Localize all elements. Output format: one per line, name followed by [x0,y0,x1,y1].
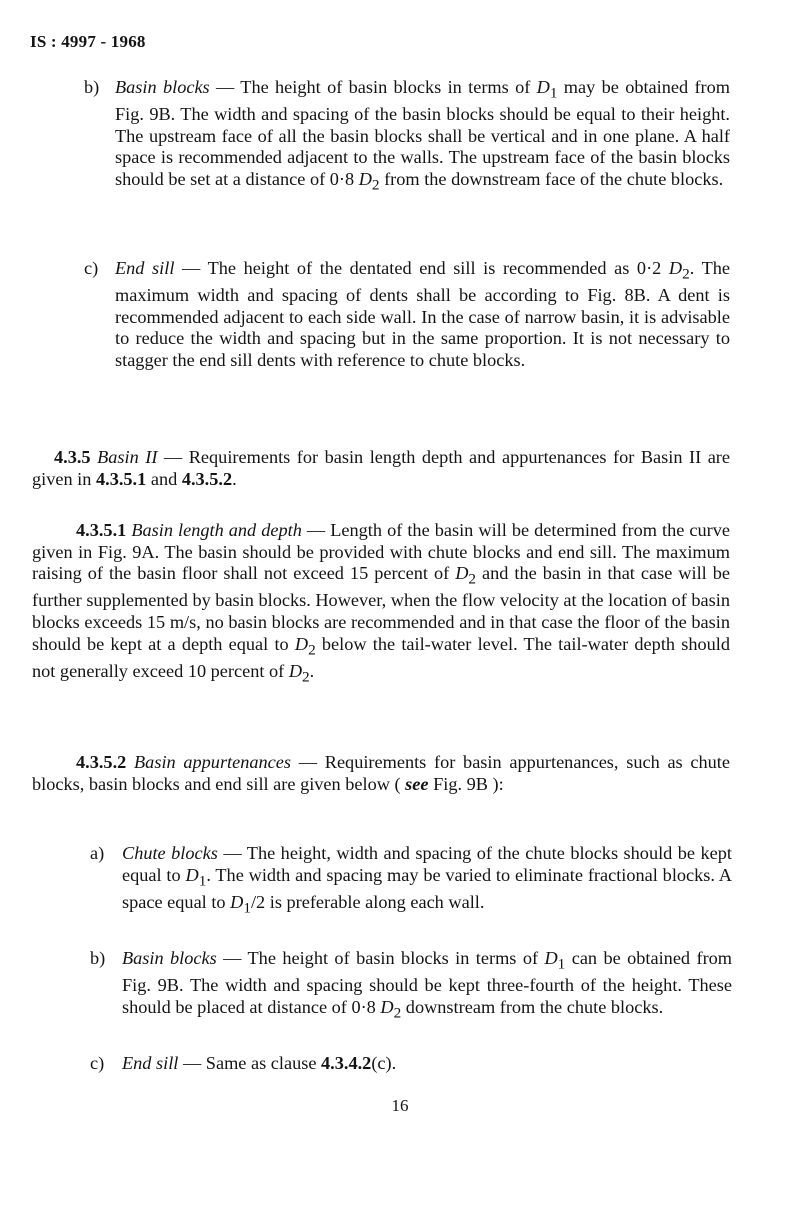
subscript: 1 [557,955,566,973]
symbol: D [288,660,303,681]
text: can be obtained from Fig. 9B. The width and spacing should be kept three-fourth of the height. These should be placed at distance of 0·8 [122,948,733,1017]
symbol: D [358,169,372,190]
dash: — [216,948,248,968]
text: and [146,468,182,489]
dash: — [217,843,247,863]
clause-4-3-5-1 [32,520,730,688]
term: Basin blocks [122,948,217,968]
text: and the basin in that case will be further supplemented by basin blocks. However, when the flow velocity at the location of basin blocks exceeds 15 m/s, no basin blocks are recommended and in that case the floor of the basin should be kept at a depth equal to [32,563,730,654]
symbol: D [536,77,550,97]
term: End sill [115,258,175,278]
clause-title: Basin appurtenances [134,752,292,772]
text: Fig. 9B ): [428,773,504,794]
clause-title: Basin length and depth [131,520,302,540]
list-label: c) [84,258,99,278]
subscript: 2 [682,265,690,283]
dash: — [209,77,241,97]
list-body [122,843,732,919]
text: may be obtained from Fig. 9B. The width and spacing of the basin blocks should be equal to their height. The upstream face of all the basin blocks shall be vertical and in one plane. A half space is recommended adjacent to the walls. The upstream face of the basin blocks should be set at a distance of 0·8 [115,77,731,190]
symbol: D [380,996,394,1017]
symbol: D [294,633,309,654]
symbol: D [668,258,683,278]
list-label: c) [90,1053,105,1073]
symbol: D [544,948,558,968]
list-label: b) [90,948,106,968]
clause-ref: 4.3.5.2 [181,468,233,489]
dash: — [157,447,189,467]
term: End sill [122,1053,179,1073]
term: Basin blocks [115,77,210,97]
clause-number: 4.3.5.1 [76,520,127,540]
text: The height of the dentated end sill is recommended as 0·2 [207,258,669,278]
list-body [122,948,732,1024]
subscript: 1 [549,84,558,102]
clause-4-3-5 [32,447,730,490]
symbol: D [185,864,199,885]
text: Length of the basin will be determined from the curve given in Fig. 9A. The basin should be provided with chute blocks and end sill. The maximum raising of the basin floor shall not exceed 15 percent of [32,520,731,584]
list-body [122,1053,732,1075]
text: . [232,468,237,489]
subscript: 1 [198,872,207,890]
list-body [115,77,730,196]
dash: — [174,258,208,278]
text: . The maximum width and spacing of dents shall be according to Fig. 8B. A dent is recommended adjacent to each side wall. In the case of narrow basin, it is advisable to reduce the width and spacing but in the same proportion. It is not necessary to stagger the end sill dents with reference to chute blocks. [115,258,730,371]
list-label: a) [90,843,105,863]
text: The height, width and spacing of the chute blocks should be kept equal to [122,843,732,885]
term: Chute blocks [122,843,218,863]
page-number: 16 [391,1096,409,1115]
list-body [115,258,730,372]
subscript: 1 [243,899,251,917]
clause-title: Basin II [97,447,158,467]
subscript: 2 [308,641,316,659]
clause-ref: 4.3.5.1 [95,468,147,489]
text: The height of basin blocks in terms of [240,77,537,97]
text: Same as clause [205,1053,322,1073]
text: Requirements for basin appurtenances, such as chute blocks, basin blocks and end sill are given below ( [32,752,730,794]
dash: — [291,752,325,772]
text: /2 is preferable along each wall. [250,891,485,912]
text: . [309,660,315,681]
text: The height of basin blocks in terms of [247,948,545,968]
text: downstream from the chute blocks. [401,996,664,1017]
text: (c). [371,1053,397,1073]
subscript: 2 [468,570,477,588]
clause-number: 4.3.5 [54,447,91,467]
text: . The width and spacing may be varied to eliminate fractional blocks. A space equal to [122,864,733,912]
see-word: see [405,773,429,794]
subscript: 2 [393,1004,402,1022]
subscript: 2 [302,668,310,686]
symbol: D [455,563,469,584]
standard-code-header: IS : 4997 - 1968 [30,32,146,51]
list-label: b) [84,77,100,97]
clause-ref: 4.3.4.2 [321,1053,372,1073]
text: from the downstream face of the chute blocks. [379,169,724,190]
text: Requirements for basin length depth and appurtenances for Basin II are given in [32,447,731,489]
clause-number: 4.3.5.2 [76,752,127,772]
clause-4-3-5-2 [32,752,730,795]
symbol: D [230,891,244,912]
text: below the tail-water level. The tail-water depth should not generally exceed 10 percent of [32,633,730,681]
subscript: 2 [371,176,380,194]
dash: — [301,520,331,540]
dash: — [178,1053,206,1073]
